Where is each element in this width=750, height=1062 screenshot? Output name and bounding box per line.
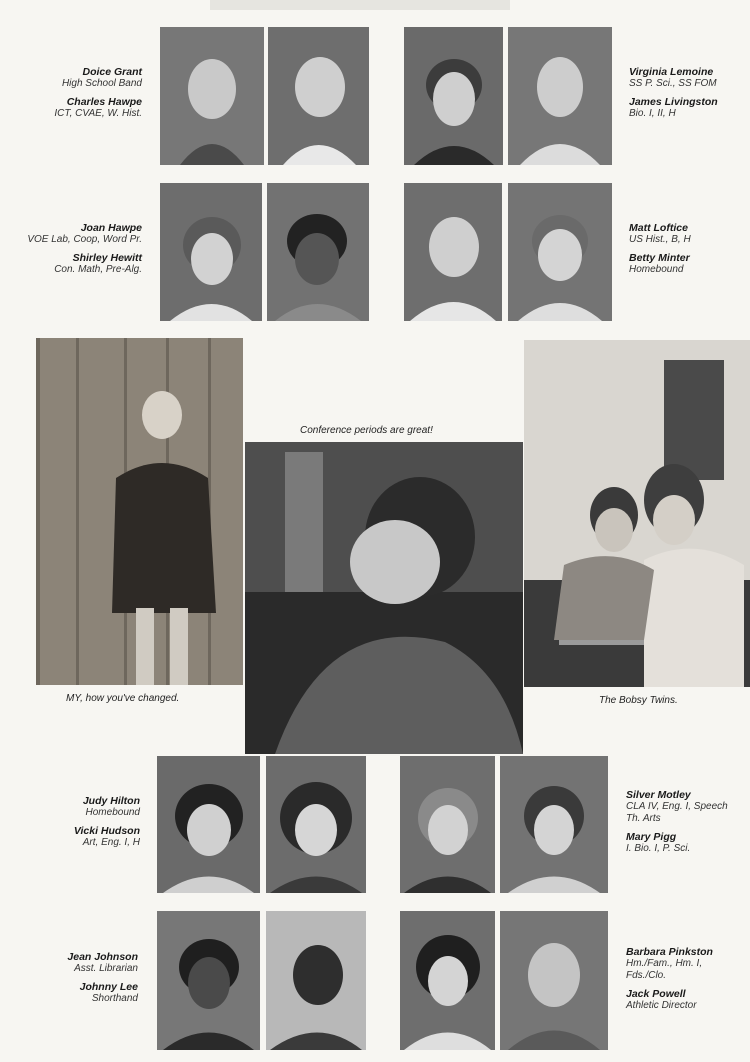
name-joan-hawpe: Joan Hawpe xyxy=(80,222,142,234)
name-shirley-hewitt: Shirley Hewitt xyxy=(72,252,142,264)
caption-loftice-minter xyxy=(629,222,750,276)
caption-hilton-hudson xyxy=(20,795,140,849)
top-bleed-strip xyxy=(210,0,510,10)
subject-barbara-pinkston-line1: Hm./Fam., Hm. I, xyxy=(626,958,703,969)
name-mary-pigg: Mary Pigg xyxy=(626,831,677,843)
portrait-doice-grant xyxy=(160,27,264,165)
subject-charles-hawpe: ICT, CVAE, W. Hist. xyxy=(54,108,142,119)
subject-jack-powell: Athletic Director xyxy=(626,1000,697,1011)
name-virginia-lemoine: Virginia Lemoine xyxy=(629,66,714,78)
name-barbara-pinkston: Barbara Pinkston xyxy=(626,946,713,958)
portrait-mary-pigg xyxy=(500,756,608,893)
portrait-matt-loftice xyxy=(404,183,502,321)
candid-photo-girl-wood-panel xyxy=(36,338,243,685)
portrait-joan-hawpe xyxy=(160,183,262,321)
caption-left-photo: MY, how you've changed. xyxy=(66,693,180,704)
candid-photo-man-napping xyxy=(245,442,523,754)
subject-virginia-lemoine: SS P. Sci., SS FOM xyxy=(629,78,717,89)
subject-silver-motley-line2: Th. Arts xyxy=(626,813,661,824)
portrait-virginia-lemoine xyxy=(404,27,503,165)
caption-pinkston-powell xyxy=(626,946,750,1012)
portrait-james-livingston xyxy=(508,27,612,165)
caption-lemoine-livingston xyxy=(629,66,750,120)
name-jean-johnson: Jean Johnson xyxy=(67,951,138,963)
portrait-betty-minter xyxy=(508,183,612,321)
subject-jean-johnson: Asst. Librarian xyxy=(74,963,138,974)
name-silver-motley: Silver Motley xyxy=(626,789,691,801)
portrait-silver-motley xyxy=(400,756,495,893)
portrait-vicki-hudson xyxy=(266,756,366,893)
portrait-judy-hilton xyxy=(157,756,260,893)
portrait-jack-powell xyxy=(500,911,608,1050)
portrait-barbara-pinkston xyxy=(400,911,495,1050)
name-betty-minter: Betty Minter xyxy=(629,252,690,264)
subject-johnny-lee: Shorthand xyxy=(91,993,138,1004)
portrait-charles-hawpe xyxy=(268,27,369,165)
caption-motley-pigg xyxy=(626,789,750,855)
subject-silver-motley-line1: CLA IV, Eng. I, Speech xyxy=(626,801,728,812)
subject-betty-minter: Homebound xyxy=(629,264,684,275)
subject-shirley-hewitt: Con. Math, Pre-Alg. xyxy=(54,264,142,275)
name-judy-hilton: Judy Hilton xyxy=(82,795,140,807)
portrait-shirley-hewitt xyxy=(267,183,369,321)
caption-doice-grant-charles-hawpe xyxy=(20,66,142,120)
candid-photo-two-women xyxy=(524,340,750,687)
subject-joan-hawpe: VOE Lab, Coop, Word Pr. xyxy=(27,234,142,245)
caption-right-photo: The Bobsy Twins. xyxy=(599,695,678,706)
subject-vicki-hudson: Art, Eng. I, H xyxy=(82,837,140,848)
name-jack-powell: Jack Powell xyxy=(626,988,686,1000)
subject-barbara-pinkston-line2: Fds./Clo. xyxy=(626,970,667,981)
name-matt-loftice: Matt Loftice xyxy=(629,222,688,234)
name-johnny-lee: Johnny Lee xyxy=(79,981,138,993)
name-doice-grant: Doice Grant xyxy=(82,66,142,78)
name-james-livingston: James Livingston xyxy=(629,96,718,108)
caption-johnson-lee xyxy=(20,951,138,1005)
portrait-jean-johnson xyxy=(157,911,260,1050)
subject-james-livingston: Bio. I, II, H xyxy=(629,108,676,119)
subject-mary-pigg: I. Bio. I, P. Sci. xyxy=(626,843,691,854)
subject-matt-loftice: US Hist., B, H xyxy=(629,234,691,245)
name-charles-hawpe: Charles Hawpe xyxy=(66,96,142,108)
caption-joan-hawpe-shirley-hewitt xyxy=(6,222,142,276)
subject-judy-hilton: Homebound xyxy=(85,807,140,818)
name-vicki-hudson: Vicki Hudson xyxy=(73,825,140,837)
subject-doice-grant: High School Band xyxy=(61,78,142,89)
caption-center-photo: Conference periods are great! xyxy=(300,425,433,436)
portrait-johnny-lee xyxy=(266,911,366,1050)
